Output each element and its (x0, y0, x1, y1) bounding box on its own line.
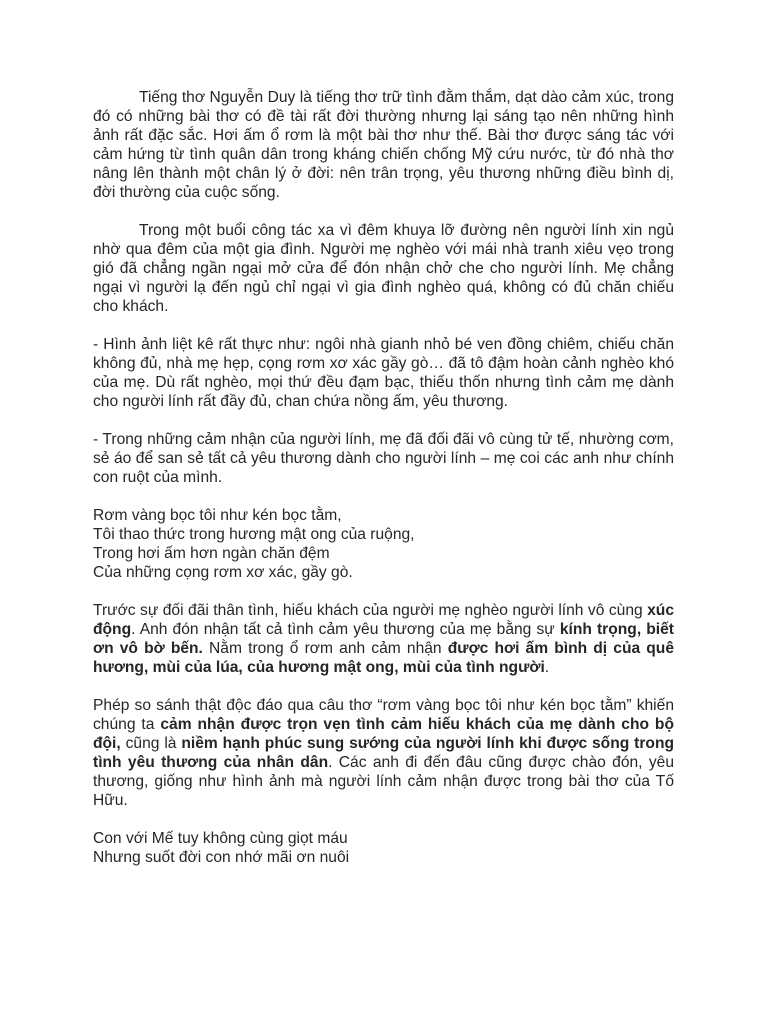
poem-line: Con với Mế tuy không cùng giọt máu (93, 830, 348, 847)
text-run: . Các anh đi đến đâu cũng được chào đón, yêu thương, giống như hình ảnh mà người lính cảm nhận được trong bài thơ của Tố Hữu. (93, 754, 674, 809)
document-page (93, 88, 674, 886)
text-run: Trước sự đối đãi thân tình, hiếu khách của người mẹ nghèo người lính vô cùng (93, 602, 648, 619)
bold-run: cảm nhận được trọn vẹn tình cảm hiếu khách của mẹ dành cho bộ đội, (93, 716, 674, 752)
text-run: . (544, 659, 550, 676)
paragraph-comparison (93, 696, 674, 810)
text-run: Nằm trong ổ rơm anh cảm nhận (202, 640, 448, 657)
poem-line: Rơm vàng bọc tôi như kén bọc tằm, (93, 507, 342, 524)
bold-run: được hơi ấm bình dị của quê hương, mùi của lúa, của hương mật ong, mùi của tình người (93, 640, 675, 676)
paragraph-mother-care: - Trong những cảm nhận của người lính, mẹ đã đối đãi vô cùng tử tế, nhường cơm, sẻ áo để san sẻ tất cả yêu thương dành cho người lính – mẹ coi các anh như chính con ruột của mình. (93, 431, 674, 486)
paragraph-soldier-feelings (93, 601, 674, 677)
text-run: cũng là (120, 735, 182, 752)
bold-run: niềm hạnh phúc sung sướng của người lính khi được sống trong tình yêu thương của nhân dân (93, 735, 674, 771)
bold-run: kính trọng, biết ơn vô bờ bến. (93, 621, 674, 657)
poem-line: Nhưng suốt đời con nhớ mãi ơn nuôi (93, 849, 350, 866)
poem-excerpt-2 (93, 829, 674, 867)
poem-line: Của những cọng rơm xơ xác, gầy gò. (93, 564, 353, 581)
text-run: . Anh đón nhận tất cả tình cảm yêu thương của mẹ bằng sự (131, 621, 560, 638)
paragraph-imagery: - Hình ảnh liệt kê rất thực như: ngôi nhà gianh nhỏ bé ven đồng chiêm, chiếu chăn không đủ, nhà mẹ hẹp, cọng rơm xơ xác gầy gò… đã tô đậm hoàn cảnh nghèo khó của mẹ. Dù rất nghèo, mọi thứ đều đạm bạc, thiếu thốn nhưng tình cảm mẹ dành cho người lính rất đầy đủ, chan chứa nồng ấm, yêu thương. (93, 336, 674, 410)
paragraph-story: Trong một buổi công tác xa vì đêm khuya lỡ đường nên người lính xin ngủ nhờ qua đêm của một gia đình. Người mẹ nghèo với mái nhà tranh xiêu vẹo trong gió đã chẳng ngần ngại mở cửa để đón nhận chở che cho người lính. Mẹ chẳng ngại vì người lạ đến ngủ chỉ ngại vì gia đình nghèo quá, không có đủ chăn chiếu cho khách. (93, 222, 674, 315)
bold-run: xúc động (93, 602, 674, 638)
paragraph-intro: Tiếng thơ Nguyễn Duy là tiếng thơ trữ tình đằm thắm, dạt dào cảm xúc, trong đó có những bài thơ có đề tài rất đời thường nhưng lại sáng tạo nên những hình ảnh rất đặc sắc. Hơi ấm ổ rơm là một bài thơ như thế. Bài thơ được sáng tác với cảm hứng từ tình quân dân trong kháng chiến chống Mỹ cứu nước, từ đó nhà thơ nâng lên thành một chân lý ở đời: nên trân trọng, yêu thương những điều bình dị, đời thường của cuộc sống. (93, 89, 674, 201)
text-run: Phép so sánh thật độc đáo qua câu thơ “rơm vàng bọc tôi như kén bọc tằm” khiến chúng ta (93, 697, 674, 733)
poem-line: Tôi thao thức trong hương mật ong của ruộng, (93, 526, 415, 543)
poem-line: Trong hơi ấm hơn ngàn chăn đệm (93, 545, 330, 562)
poem-excerpt-1 (93, 506, 674, 582)
